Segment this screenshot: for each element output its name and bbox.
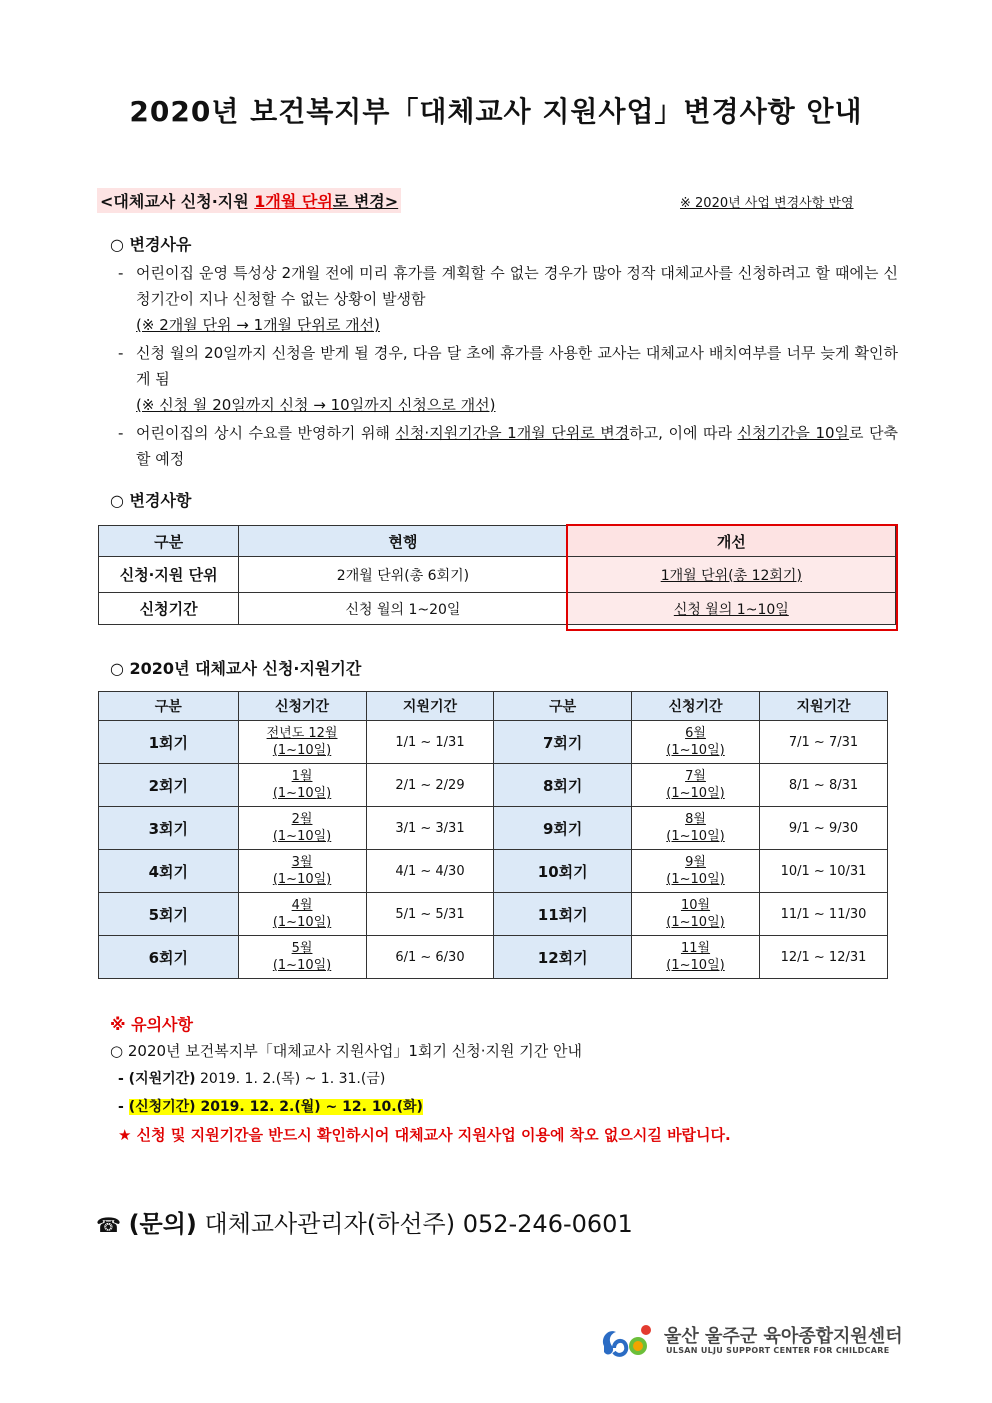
table-row bbox=[99, 850, 888, 893]
reason-text-b: 신청·지원기간을 1개월 단위로 변경 bbox=[395, 424, 630, 442]
reason-text: 어린이집 운영 특성상 2개월 전에 미리 휴가를 계획할 수 없는 경우가 많아 정작 대체교사를 신청하려고 할 때에는 신청기간이 지나 신청할 수 없는 상황이 발생함 bbox=[136, 264, 898, 308]
changes-row-current: 신청 월의 1~20일 bbox=[239, 593, 567, 625]
schedule-header: 신청기간 bbox=[632, 692, 760, 721]
support-period-label: - (지원기간) bbox=[118, 1071, 196, 1087]
schedule-header: 지원기간 bbox=[760, 692, 888, 721]
table-row bbox=[99, 936, 888, 979]
round-label: 5회기 bbox=[99, 893, 239, 936]
schedule-header: 신청기간 bbox=[238, 692, 366, 721]
support-period: 10/1 ~ 10/31 bbox=[760, 850, 888, 893]
round-label: 3회기 bbox=[99, 807, 239, 850]
apply-days: (1~10일) bbox=[666, 829, 725, 844]
schedule-table bbox=[98, 691, 888, 979]
caution-line-2 bbox=[118, 1068, 385, 1088]
apply-month: 8월 bbox=[685, 812, 706, 827]
changes-header-category: 구분 bbox=[99, 526, 239, 557]
reason-item-1 bbox=[118, 260, 898, 338]
apply-period bbox=[238, 936, 366, 979]
apply-period bbox=[238, 764, 366, 807]
support-period: 2/1 ~ 2/29 bbox=[366, 764, 494, 807]
apply-period bbox=[632, 893, 760, 936]
apply-period bbox=[632, 936, 760, 979]
apply-period bbox=[632, 721, 760, 764]
apply-month: 9월 bbox=[685, 855, 706, 870]
caution-line-1: ○ 2020년 보건복지부「대체교사 지원사업」1회기 신청·지원 기간 안내 bbox=[110, 1042, 582, 1060]
reason-text: 신청 월의 20일까지 신청을 받게 될 경우, 다음 달 초에 휴가를 사용한 교사는 대체교사 배치여부를 너무 늦게 확인하게 됨 bbox=[136, 344, 898, 388]
round-label: 1회기 bbox=[99, 721, 239, 764]
apply-days: (1~10일) bbox=[272, 829, 332, 844]
apply-days: (1~10일) bbox=[272, 872, 332, 887]
changes-header-improved: 개선 bbox=[567, 526, 895, 557]
caution-title: ※ 유의사항 bbox=[110, 1015, 193, 1034]
changes-heading: ○ 변경사항 bbox=[110, 491, 192, 510]
support-period: 1/1 ~ 1/31 bbox=[366, 721, 494, 764]
apply-days: (1~10일) bbox=[272, 743, 332, 758]
round-label: 10회기 bbox=[494, 850, 632, 893]
schedule-header: 구분 bbox=[494, 692, 632, 721]
table-row bbox=[99, 893, 888, 936]
changes-header-current: 현행 bbox=[239, 526, 567, 557]
support-period: 3/1 ~ 3/31 bbox=[366, 807, 494, 850]
round-label: 4회기 bbox=[99, 850, 239, 893]
reason-item-3 bbox=[118, 420, 898, 472]
apply-month: 4월 bbox=[291, 898, 313, 913]
reason-item-2 bbox=[118, 340, 898, 418]
reason-text-d: 신청기간을 10일 bbox=[737, 424, 850, 442]
changes-row-improved: 신청 월의 1~10일 bbox=[673, 601, 789, 618]
change-note: ※ 2020년 사업 변경사항 반영 bbox=[680, 196, 854, 211]
support-period: 6/1 ~ 6/30 bbox=[366, 936, 494, 979]
apply-period bbox=[238, 721, 366, 764]
round-label: 6회기 bbox=[99, 936, 239, 979]
round-label: 9회기 bbox=[494, 807, 632, 850]
round-label: 2회기 bbox=[99, 764, 239, 807]
reason-text-e: 로 단축할 예정 bbox=[136, 424, 899, 468]
changes-row-improved: 1개월 단위(총 12회기) bbox=[660, 567, 802, 584]
apply-month: 3월 bbox=[291, 855, 313, 870]
apply-month: 2월 bbox=[291, 812, 313, 827]
dash: - bbox=[118, 424, 124, 442]
apply-month: 7월 bbox=[685, 769, 706, 784]
dash: - bbox=[118, 1099, 129, 1115]
apply-period bbox=[238, 893, 366, 936]
support-period: 12/1 ~ 12/31 bbox=[760, 936, 888, 979]
apply-period bbox=[632, 764, 760, 807]
contact-label: (문의) bbox=[128, 1210, 197, 1238]
support-period: 4/1 ~ 4/30 bbox=[366, 850, 494, 893]
apply-month: 10월 bbox=[680, 898, 711, 913]
changes-row-label: 신청기간 bbox=[99, 593, 239, 625]
apply-period bbox=[632, 850, 760, 893]
page-title: 2020년 보건복지부「대체교사 지원사업」변경사항 안내 bbox=[129, 95, 863, 128]
table-row bbox=[99, 764, 888, 807]
apply-month: 1월 bbox=[291, 769, 313, 784]
apply-days: (1~10일) bbox=[272, 915, 332, 930]
round-label: 8회기 bbox=[494, 764, 632, 807]
apply-days: (1~10일) bbox=[666, 915, 725, 930]
caution-line-3 bbox=[118, 1096, 423, 1116]
apply-period bbox=[238, 807, 366, 850]
apply-period bbox=[632, 807, 760, 850]
contact-value: 대체교사관리자(하선주) 052-246-0601 bbox=[196, 1210, 633, 1238]
apply-period-highlight: (신청기간) 2019. 12. 2.(월) ~ 12. 10.(화) bbox=[128, 1099, 423, 1115]
logo-subtitle: ULSAN ULJU SUPPORT CENTER FOR CHILDCARE bbox=[666, 1346, 890, 1355]
apply-days: (1~10일) bbox=[272, 786, 332, 801]
logo-name: 울산 울주군 육아종합지원센터 bbox=[664, 1326, 903, 1347]
schedule-heading: ○ 2020년 대체교사 신청·지원기간 bbox=[110, 659, 362, 678]
table-row bbox=[99, 721, 888, 764]
apply-days: (1~10일) bbox=[272, 958, 332, 973]
section-header-prefix: <대체교사 신청·지원 bbox=[100, 192, 255, 211]
reason-sub: (※ 2개월 단위 → 1개월 단위로 개선) bbox=[136, 316, 380, 334]
table-row bbox=[99, 807, 888, 850]
apply-month: 6월 bbox=[685, 726, 706, 741]
reason-heading: ○ 변경사유 bbox=[110, 235, 192, 254]
reason-text-c: 하고, 이에 따라 bbox=[629, 424, 738, 442]
caution-star-notice: ★ 신청 및 지원기간을 반드시 확인하시어 대체교사 지원사업 이용에 착오 없으시길 바랍니다. bbox=[118, 1126, 731, 1144]
apply-month: 11월 bbox=[680, 941, 711, 956]
section-header-highlight: 1개월 단위 bbox=[254, 192, 333, 211]
apply-month: 5월 bbox=[291, 941, 313, 956]
reason-sub: (※ 신청 월 20일까지 신청 → 10일까지 신청으로 개선) bbox=[136, 396, 496, 414]
reason-text-a: 어린이집의 상시 수요를 반영하기 위해 bbox=[136, 424, 396, 442]
support-period: 11/1 ~ 11/30 bbox=[760, 893, 888, 936]
support-period: 9/1 ~ 9/30 bbox=[760, 807, 888, 850]
apply-month: 전년도 12월 bbox=[266, 726, 338, 741]
round-label: 7회기 bbox=[494, 721, 632, 764]
support-period: 5/1 ~ 5/31 bbox=[366, 893, 494, 936]
apply-days: (1~10일) bbox=[666, 872, 725, 887]
improved-highlight-box bbox=[566, 524, 898, 631]
support-period: 8/1 ~ 8/31 bbox=[760, 764, 888, 807]
apply-days: (1~10일) bbox=[666, 786, 725, 801]
dash: - bbox=[118, 344, 124, 362]
round-label: 11회기 bbox=[494, 893, 632, 936]
support-period: 7/1 ~ 7/31 bbox=[760, 721, 888, 764]
apply-days: (1~10일) bbox=[666, 743, 725, 758]
round-label: 12회기 bbox=[494, 936, 632, 979]
schedule-header: 구분 bbox=[99, 692, 239, 721]
schedule-header: 지원기간 bbox=[366, 692, 494, 721]
changes-row-label: 신청·지원 단위 bbox=[99, 557, 239, 593]
support-period-value: 2019. 1. 2.(목) ~ 1. 31.(금) bbox=[195, 1071, 386, 1087]
phone-icon: ☎ bbox=[96, 1213, 121, 1237]
logo-mark-icon bbox=[598, 1318, 658, 1362]
section-header-suffix: 로 변경> bbox=[332, 192, 399, 211]
section-header bbox=[97, 188, 401, 213]
dash: - bbox=[118, 264, 124, 282]
contact-info bbox=[96, 1204, 633, 1239]
apply-period bbox=[238, 850, 366, 893]
apply-days: (1~10일) bbox=[666, 958, 725, 973]
changes-row-current: 2개월 단위(총 6회기) bbox=[239, 557, 567, 593]
